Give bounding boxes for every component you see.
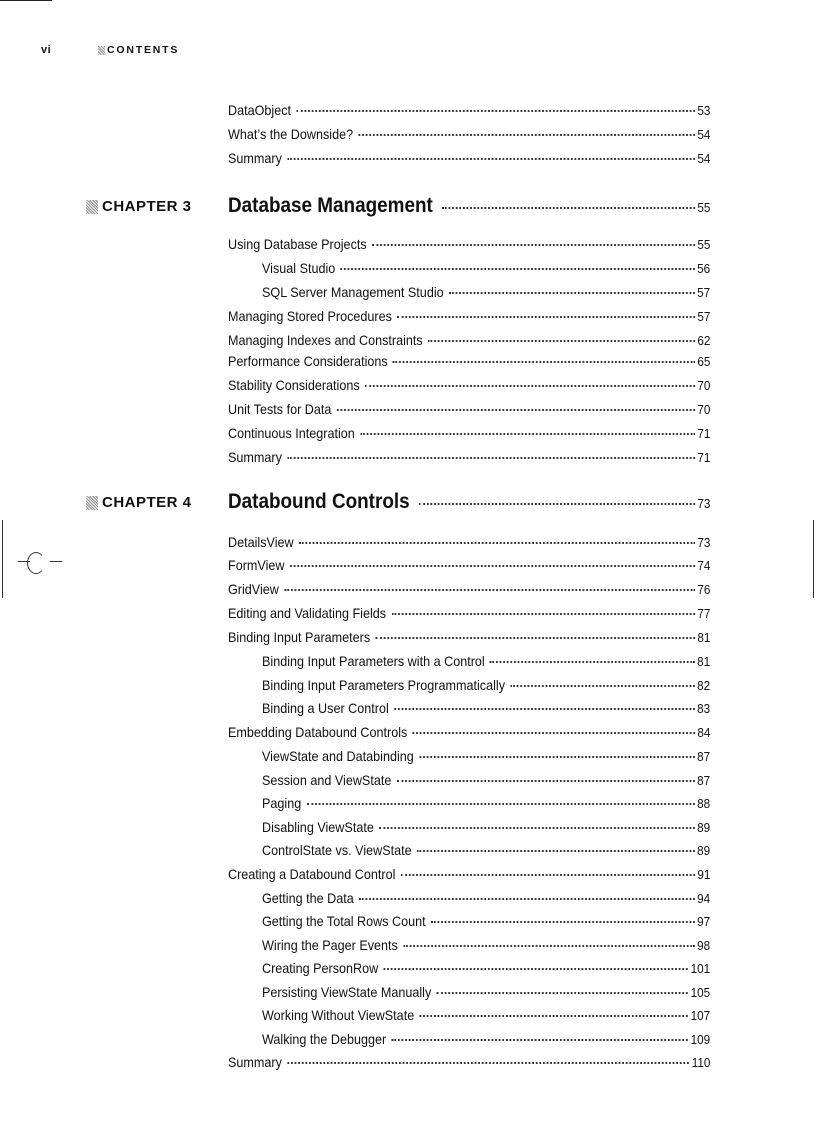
toc-entry-page: 70 (697, 378, 711, 393)
running-head (98, 44, 179, 56)
toc-entry-title: Summary (228, 150, 282, 166)
toc-entry-page: 87 (697, 773, 711, 788)
toc-subentry (262, 1028, 710, 1046)
chapter-title-row (228, 194, 710, 220)
toc-entry-page: 57 (697, 309, 711, 324)
toc-entry-title: Session and ViewState (262, 772, 392, 788)
chapter-label (86, 494, 192, 511)
dot-leader (393, 347, 695, 363)
toc-entry-page: 107 (690, 1008, 711, 1023)
toc-entry-title: Creating PersonRow (262, 960, 379, 976)
toc-entry (228, 123, 710, 141)
toc-entry-title: DetailsView (228, 534, 294, 550)
toc-entry-page: 101 (690, 961, 711, 976)
toc-entry (228, 422, 710, 440)
toc-subentry (262, 697, 710, 715)
toc-entry-title: DataObject (228, 102, 292, 118)
toc-subentry (262, 769, 710, 787)
toc-subentry (262, 1004, 710, 1022)
dot-leader (420, 1001, 688, 1017)
dot-leader (360, 419, 694, 435)
toc-subentry (262, 910, 710, 928)
dot-leader (359, 120, 695, 136)
toc-entry-title: Persisting ViewState Manually (262, 984, 432, 1000)
toc-entry-page: 94 (697, 891, 711, 906)
crop-mark-line (813, 520, 814, 598)
toc-entry (228, 305, 710, 323)
toc-entry (228, 147, 710, 165)
bullet-square-icon (98, 46, 105, 55)
dot-leader (419, 742, 694, 758)
bullet-square-icon (86, 496, 98, 510)
toc-entry-page: 77 (697, 606, 711, 621)
toc-entry-page: 54 (697, 151, 711, 166)
toc-entry-title: Continuous Integration (228, 425, 355, 441)
toc-subentry (262, 957, 710, 975)
crop-mark-line (2, 520, 3, 598)
toc-entry-title: Working Without ViewState (262, 1007, 415, 1023)
toc-entry-title: Stability Considerations (228, 377, 360, 393)
toc-subentry (262, 281, 710, 299)
registration-circle-icon (27, 552, 45, 574)
dot-leader (379, 813, 694, 829)
toc-entry-title: Managing Stored Procedures (228, 308, 392, 324)
toc-entry-title: SQL Server Management Studio (262, 284, 444, 300)
chapter-label-text: CHAPTER 4 (102, 494, 192, 511)
toc-entry (228, 329, 710, 347)
toc-entry-title: Summary (228, 1054, 282, 1070)
dot-leader (397, 766, 695, 782)
dot-leader (403, 931, 694, 947)
bullet-square-icon (86, 200, 98, 214)
toc-entry-title: Getting the Total Rows Count (262, 913, 426, 929)
toc-entry-page: 56 (697, 261, 711, 276)
dot-leader (437, 978, 688, 994)
toc-entry-title: Binding Input Parameters (228, 629, 371, 645)
toc-entry-title: Disabling ViewState (262, 819, 374, 835)
toc-entry-page: 110 (691, 1055, 711, 1070)
dot-leader (296, 96, 694, 112)
toc-subentry (262, 674, 710, 692)
dot-leader (413, 718, 695, 734)
toc-entry-page: 88 (697, 796, 711, 811)
toc-subentry (262, 887, 710, 905)
toc-entry (228, 626, 710, 644)
toc-entry-page: 71 (697, 450, 711, 465)
dot-leader (442, 193, 695, 209)
chapter-title: Databound Controls (228, 490, 410, 513)
toc-entry-title: Getting the Data (262, 890, 354, 906)
top-rule (0, 0, 52, 1)
dot-leader (365, 371, 695, 387)
toc-entry-title: Binding Input Parameters Programmatically (262, 677, 506, 693)
toc-entry-title: GridView (228, 581, 279, 597)
toc-entry-title: Creating a Databound Control (228, 866, 396, 882)
chapter-label (86, 198, 192, 215)
toc-subentry (262, 745, 710, 763)
toc-entry-title: Paging (262, 795, 302, 811)
toc-entry-title: Managing Indexes and Constraints (228, 332, 423, 348)
dot-leader (397, 302, 694, 318)
dot-leader (287, 443, 694, 459)
toc-entry-page: 91 (697, 867, 711, 882)
toc-entry-title: Wiring the Pager Events (262, 937, 398, 953)
toc-entry-page: 89 (697, 843, 711, 858)
toc-entry-page: 81 (697, 630, 711, 645)
toc-entry-title: Performance Considerations (228, 353, 388, 369)
dot-leader (376, 623, 695, 639)
toc-entry-page: 83 (697, 701, 711, 716)
dot-leader (287, 1048, 689, 1064)
toc-entry-page: 54 (697, 127, 711, 142)
toc-entry (228, 99, 710, 117)
dot-leader (510, 671, 694, 687)
toc-entry-page: 70 (697, 402, 711, 417)
toc-entry-title: Unit Tests for Data (228, 401, 332, 417)
toc-entry-page: 109 (690, 1032, 711, 1047)
toc-subentry (262, 839, 710, 857)
dot-leader (490, 647, 694, 663)
chapter-label-text: CHAPTER 3 (102, 198, 192, 215)
toc-entry-page: 53 (697, 103, 711, 118)
toc-entry-title: What’s the Downside? (228, 126, 354, 142)
dot-leader (341, 254, 695, 270)
toc-entry (228, 554, 710, 572)
dot-leader (287, 144, 694, 160)
dot-leader (372, 230, 695, 246)
toc-entry-page: 65 (697, 354, 711, 369)
toc-entry (228, 374, 710, 392)
toc-subentry (262, 650, 710, 668)
toc-entry-page: 105 (690, 985, 711, 1000)
dot-leader (417, 836, 694, 852)
toc-entry-page: 62 (697, 333, 711, 348)
dot-leader (391, 599, 694, 615)
toc-entry (228, 531, 710, 549)
dot-leader (401, 860, 695, 876)
chapter-title: Database Management (228, 194, 433, 217)
toc-entry-page: 87 (697, 749, 711, 764)
dot-leader (384, 954, 688, 970)
toc-entry-title: Editing and Validating Fields (228, 605, 387, 621)
toc-subentry (262, 792, 710, 810)
toc-entry-title: Visual Studio (262, 260, 336, 276)
toc-subentry (262, 816, 710, 834)
dot-leader (419, 489, 695, 505)
toc-entry-page: 89 (697, 820, 711, 835)
running-head-text: CONTENTS (107, 44, 180, 56)
toc-entry-title: ControlState vs. ViewState (262, 842, 412, 858)
chapter-page: 73 (697, 496, 711, 511)
toc-entry-page: 82 (697, 678, 711, 693)
toc-entry-page: 84 (697, 725, 711, 740)
toc-entry-page: 98 (697, 938, 711, 953)
toc-entry-page: 73 (697, 535, 711, 550)
toc-entry-page: 74 (697, 558, 711, 573)
toc-entry (228, 863, 710, 881)
toc-entry (228, 233, 710, 251)
dot-leader (307, 789, 695, 805)
dot-leader (337, 395, 695, 411)
dot-leader (359, 884, 694, 900)
dot-leader (428, 326, 695, 342)
toc-entry-page: 76 (697, 582, 711, 597)
dot-leader (394, 694, 694, 710)
toc-subentry (262, 257, 710, 275)
toc-entry (228, 602, 710, 620)
toc-entry (228, 350, 710, 368)
toc-entry-title: Binding a User Control (262, 700, 389, 716)
toc-entry (228, 578, 710, 596)
toc-entry-page: 81 (697, 654, 711, 669)
dot-leader (290, 551, 695, 567)
toc-entry-page: 57 (697, 285, 711, 300)
dot-leader (449, 278, 694, 294)
chapter-page: 55 (697, 200, 711, 215)
toc-entry-title: FormView (228, 557, 285, 573)
toc-entry (228, 721, 710, 739)
toc-entry-page: 71 (697, 426, 711, 441)
toc-entry (228, 398, 710, 416)
toc-entry-page: 97 (697, 914, 711, 929)
toc-subentry (262, 934, 710, 952)
toc-entry-title: ViewState and Databinding (262, 748, 414, 764)
dot-leader (284, 575, 694, 591)
page-number: vi (41, 44, 52, 56)
toc-entry (228, 1051, 710, 1069)
toc-entry-title: Walking the Debugger (262, 1031, 387, 1047)
toc-entry-title: Embedding Databound Controls (228, 724, 408, 740)
toc-entry-title: Using Database Projects (228, 236, 367, 252)
dot-leader (431, 907, 694, 923)
registration-mark (50, 561, 62, 562)
dot-leader (392, 1025, 688, 1041)
toc-subentry (262, 981, 710, 999)
toc-entry-title: Summary (228, 449, 282, 465)
chapter-title-row (228, 490, 710, 516)
dot-leader (299, 528, 695, 544)
toc-entry-title: Binding Input Parameters with a Control (262, 653, 485, 669)
toc-entry-page: 55 (697, 237, 711, 252)
toc-entry (228, 446, 710, 464)
